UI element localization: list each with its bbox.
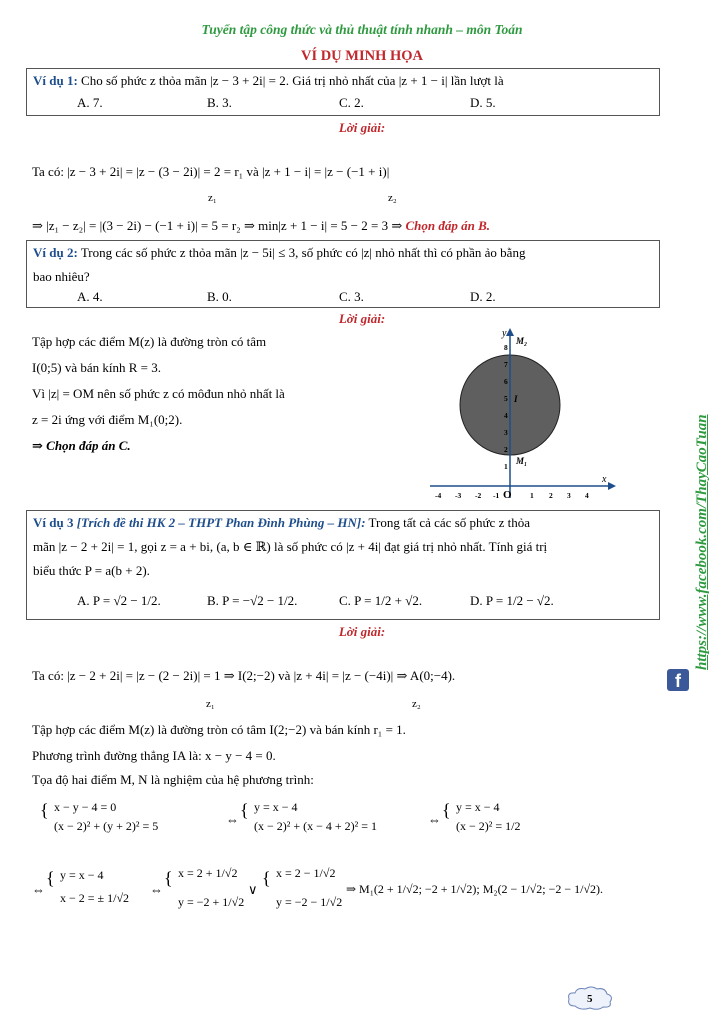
example3-under-z1: z₁ <box>206 698 215 710</box>
example1-under-z1: z₁ <box>208 192 217 204</box>
example1-solution-line2 <box>32 218 490 234</box>
example3-solution-title: Lời giải: <box>338 624 386 639</box>
x-tick: -2 <box>475 491 482 500</box>
example3-label: Ví dụ 3 <box>33 515 74 530</box>
example1-solution-line1: Ta có: |z − 3 + 2i| = |z − (3 − 2i)| = 2 = r₁ và |z + 1 − i| = |z − (−1 + i)| <box>32 164 390 179</box>
x-tick: 1 <box>530 491 534 500</box>
system3-eq1: y = x − 4 <box>456 800 500 814</box>
or-symbol: ∨ <box>248 882 258 897</box>
system2-brace: { <box>240 800 249 820</box>
point-m1-label: M₁ <box>516 456 528 466</box>
system6-eq2: y = −2 − 1/√2 <box>276 895 343 909</box>
example2-option-b: B. 0. <box>207 289 232 304</box>
equivalence-arrow: ⇔ <box>226 812 239 827</box>
example3-solution-s2: Phương trình đường thẳng IA là: x − y − 4 = 0. <box>32 748 276 763</box>
example3-box <box>26 510 660 620</box>
y-tick: 7 <box>504 360 508 369</box>
system5-eq2: y = −2 + 1/√2 <box>178 895 245 909</box>
example2-solution-title: Lời giải: <box>338 311 386 326</box>
example2-option-c: C. 3. <box>339 289 364 304</box>
system3-eq2: (x − 2)² = 1/2 <box>456 819 521 833</box>
x-tick: -1 <box>493 491 500 500</box>
x-tick: 2 <box>549 491 553 500</box>
y-tick: 3 <box>504 428 508 437</box>
facebook-link[interactable]: https://www.facebook.com/ThayCaoTuan <box>694 414 710 670</box>
system4-eq2: x − 2 = ± 1/√2 <box>60 891 130 905</box>
example3-solution-s1: Tập hợp các điểm M(z) là đường tròn có tâm I(2;−2) và bán kính r₁ = 1. <box>32 722 406 737</box>
equivalence-arrow: ⇔ <box>150 882 163 897</box>
example1-option-a: A. 7. <box>77 95 103 110</box>
system2 <box>254 800 377 834</box>
example1-question-line <box>33 73 504 89</box>
circle-graph <box>420 326 620 506</box>
y-tick: 4 <box>504 411 508 420</box>
system4 <box>60 868 129 906</box>
example2-question-line1 <box>33 245 525 261</box>
example2-solution-s2: I(0;5) và bán kính R = 3. <box>32 360 162 375</box>
example3-under-z2: z₂ <box>412 698 421 710</box>
example3-question-line3: biểu thức P = a(b + 2). <box>33 563 150 578</box>
y-tick: 6 <box>504 377 508 386</box>
system6-brace: { <box>262 868 271 888</box>
example3-solution-line1: Ta có: |z − 2 + 2i| = |z − (2 − 2i)| = 1 ⇒ I(2;−2) và |z + 4i| = |z − (−4i)| ⇒ A(0;−4). <box>32 668 456 683</box>
x-axis-label: x <box>602 474 607 485</box>
example1-option-b: B. 3. <box>207 95 232 110</box>
x-tick: -4 <box>435 491 442 500</box>
system1-brace: { <box>40 800 49 820</box>
point-i-label: I <box>514 394 518 404</box>
example2-solution-s3: Vì |z| = OM nên số phức z có môđun nhỏ nhất là <box>32 386 285 401</box>
example3-source: [Trích đề thi HK 2 – THPT Phan Đình Phùng – HN]: <box>76 515 366 530</box>
y-tick: 1 <box>504 462 508 471</box>
y-axis-label: y <box>502 328 507 339</box>
system3 <box>456 800 520 834</box>
origin-label: O <box>503 489 512 501</box>
example3-option-b: B. P = −√2 − 1/2. <box>207 593 298 608</box>
y-tick: 5 <box>504 394 508 403</box>
facebook-icon[interactable]: f <box>667 669 689 691</box>
example2-label: Ví dụ 2: <box>33 245 78 260</box>
system1 <box>54 800 158 834</box>
example3-result: ⇒ M₁(2 + 1/√2; −2 + 1/√2); M₂(2 − 1/√2; −2 − 1/√2). <box>346 882 604 896</box>
page-number-cloud-icon <box>565 984 615 1012</box>
x-tick: 3 <box>567 491 571 500</box>
example3-option-d: D. P = 1/2 − √2. <box>470 593 554 608</box>
example1-line2-text: ⇒ |z₁ − z₂| = |(3 − 2i) − (−1 + i)| = 5 = r₂ ⇒ min|z + 1 − i| = 5 − 2 = 3 ⇒ <box>32 218 403 233</box>
example1-label: Ví dụ 1: <box>33 73 78 88</box>
example1-answer: Chọn đáp án B. <box>405 218 491 233</box>
example2-option-d: D. 2. <box>470 289 496 304</box>
example3-option-c: C. P = 1/2 + √2. <box>339 593 423 608</box>
x-tick-labels <box>435 491 589 500</box>
system4-brace: { <box>46 868 55 888</box>
example3-question-line1 <box>33 515 530 531</box>
point-m2-label: M₂ <box>516 336 528 346</box>
x-axis-arrow-icon <box>608 482 616 490</box>
example1-under-z2: z₂ <box>388 192 397 204</box>
example2-question1: Trong các số phức z thỏa mãn |z − 5i| ≤ 3, số phức có |z| nhỏ nhất thì có phần ảo bằng <box>80 245 526 260</box>
page-number: 5 <box>587 993 593 1005</box>
example1-option-d: D. 5. <box>470 95 496 110</box>
system5-eq1: x = 2 + 1/√2 <box>178 866 238 880</box>
example3-option-a: A. P = √2 − 1/2. <box>77 593 161 608</box>
example2-question-line2: bao nhiêu? <box>33 269 90 284</box>
example1-question: Cho số phức z thỏa mãn |z − 3 + 2i| = 2. Giá trị nhỏ nhất của |z + 1 − i| lần lượt là <box>81 73 504 88</box>
system2-eq2: (x − 2)² + (x − 4 + 2)² = 1 <box>254 819 378 833</box>
section-title: VÍ DỤ MINH HỌA <box>300 48 424 64</box>
y-tick: 2 <box>504 445 508 454</box>
example3-question-line2: mãn |z − 2 + 2i| = 1, gọi z = a + bi, (a, b ∈ ℝ) là số phức có |z + 4i| đạt giá trị nhỏ nhất. Tính giá trị <box>33 539 548 554</box>
example2-solution-s1: Tập hợp các điểm M(z) là đường tròn có tâm <box>32 334 267 349</box>
y-axis-arrow-icon <box>506 328 514 336</box>
x-tick: 4 <box>585 491 589 500</box>
example2-answer: ⇒ Chọn đáp án C. <box>32 438 131 453</box>
system6-eq1: x = 2 − 1/√2 <box>276 866 336 880</box>
system5-brace: { <box>164 868 173 888</box>
system1-eq2: (x − 2)² + (y + 2)² = 5 <box>54 819 159 833</box>
system6 <box>276 866 342 910</box>
equivalence-arrow: ⇔ <box>32 882 45 897</box>
x-tick: -3 <box>455 491 462 500</box>
system5 <box>178 866 244 910</box>
example1-box <box>26 68 660 116</box>
example2-box <box>26 240 660 308</box>
document-header: Tuyển tập công thức và thủ thuật tính nhanh – môn Toán <box>201 22 523 37</box>
example3-solution-s3: Tọa độ hai điểm M, N là nghiệm của hệ phương trình: <box>32 772 314 787</box>
example1-solution-title: Lời giải: <box>338 120 386 135</box>
example3-q1: Trong tất cả các số phức z thỏa <box>368 515 530 530</box>
example1-option-c: C. 2. <box>339 95 364 110</box>
example2-solution-s4: z = 2i ứng với điểm M₁(0;2). <box>32 412 183 427</box>
system2-eq1: y = x − 4 <box>254 800 298 814</box>
equivalence-arrow: ⇔ <box>428 812 441 827</box>
system1-eq1: x − y − 4 = 0 <box>54 800 117 814</box>
system4-eq1: y = x − 4 <box>60 868 104 882</box>
y-tick: 8 <box>504 343 508 352</box>
example2-option-a: A. 4. <box>77 289 103 304</box>
system3-brace: { <box>442 800 451 820</box>
